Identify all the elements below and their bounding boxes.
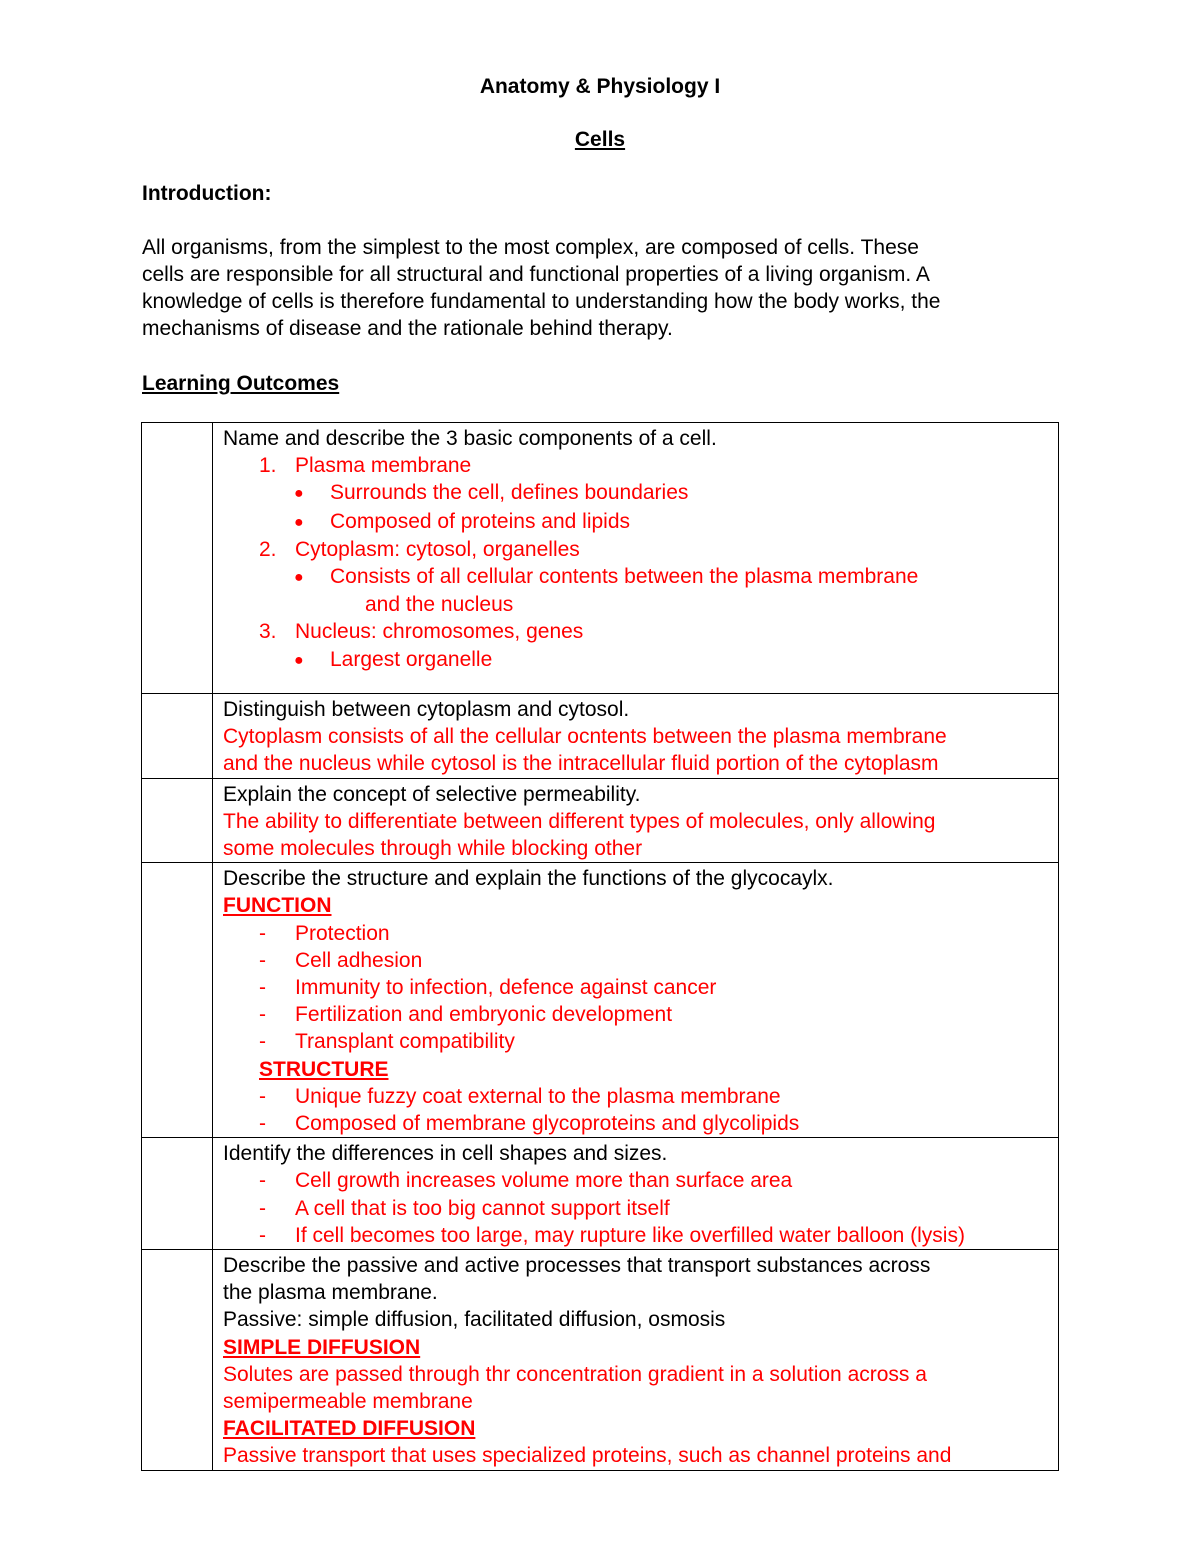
table-row [142, 863, 1059, 1138]
outcome-answer-line: Cytoplasm consists of all the cellular ocntents between the plasma membrane [223, 725, 947, 749]
outcome-cell [213, 423, 1059, 694]
list-item: - Cell adhesion [223, 947, 1052, 974]
list-item: - Unique fuzzy coat external to the plasma membrane [223, 1083, 1052, 1110]
bullet-icon: ● [294, 651, 304, 669]
list-item: - A cell that is too big cannot support itself [223, 1195, 1052, 1222]
intro-heading: Introduction: [142, 182, 272, 205]
bullet-icon: ● [294, 485, 304, 503]
list-item: ● Consists of all cellular contents between the plasma membrane [223, 563, 1052, 591]
checkbox-cell [142, 423, 213, 694]
dash-icon: - [259, 1169, 266, 1193]
intro-paragraph [142, 234, 1062, 342]
intro-line: mechanisms of disease and the rationale behind therapy. [142, 317, 673, 340]
dash-icon: - [259, 1196, 266, 1220]
learning-outcomes-table [141, 422, 1059, 1471]
outcome-prompt: Explain the concept of selective permeability. [223, 782, 641, 806]
list-item-continuation: and the nucleus [365, 593, 514, 617]
outcome-cell [213, 1138, 1059, 1250]
outcome-answer-line: some molecules through while blocking other [223, 837, 643, 861]
list-item: - Protection [223, 920, 1052, 947]
bullet-icon: ● [294, 513, 304, 531]
outcome-answer-line: The ability to differentiate between different types of molecules, only allowing [223, 809, 936, 833]
dash-icon: - [259, 1030, 266, 1054]
dash-icon: - [259, 1003, 266, 1027]
list-item: - Fertilization and embryonic development [223, 1001, 1052, 1028]
list-item: - Transplant compatibility [223, 1028, 1052, 1055]
intro-line: knowledge of cells is therefore fundamental to understanding how the body works, the [142, 290, 941, 313]
outcome-prompt: Distinguish between cytoplasm and cytosol. [223, 698, 630, 721]
simple-diffusion-heading: SIMPLE DIFFUSION [223, 1335, 421, 1359]
list-item: 3. Nucleus: chromosomes, genes [259, 620, 584, 644]
outcome-cell [213, 863, 1059, 1138]
learning-outcomes-heading: Learning Outcomes [142, 372, 340, 395]
list-item: ● Surrounds the cell, defines boundaries [223, 479, 1052, 507]
outcome-cell [213, 1250, 1059, 1471]
list-item: ● Composed of proteins and lipids [223, 508, 1052, 536]
dash-icon: - [259, 1112, 266, 1136]
list-item: ● Largest organelle [223, 646, 1052, 674]
checkbox-cell [142, 778, 213, 863]
list-item: 1. Plasma membrane [259, 454, 472, 478]
table-row [142, 423, 1059, 694]
table-row [142, 1250, 1059, 1471]
outcome-prompt: the plasma membrane. [223, 1281, 438, 1305]
list-item: - If cell becomes too large, may rupture like overfilled water balloon (lysis) [223, 1222, 1052, 1249]
list-item: - Cell growth increases volume more than surface area [223, 1167, 1052, 1194]
facilitated-diffusion-heading: FACILITATED DIFFUSION [223, 1417, 476, 1441]
checkbox-cell [142, 863, 213, 1138]
dash-icon: - [259, 948, 266, 972]
dash-icon: - [259, 1223, 266, 1247]
outcome-answer-line: Solutes are passed through thr concentration gradient in a solution across a [223, 1362, 927, 1386]
structure-heading: STRUCTURE [259, 1057, 389, 1081]
outcome-cell [213, 694, 1059, 779]
function-heading: FUNCTION [223, 894, 332, 918]
document-subtitle: Cells [574, 128, 626, 151]
table-row [142, 1138, 1059, 1250]
outcome-prompt: Describe the passive and active processes that transport substances across [223, 1254, 931, 1278]
list-item: 2. Cytoplasm: cytosol, organelles [259, 537, 580, 561]
intro-line: cells are responsible for all structural and functional properties of a living organism. A [142, 263, 930, 286]
outcome-answer-line: Passive transport that uses specialized proteins, such as channel proteins and [223, 1444, 952, 1468]
checkbox-cell [142, 694, 213, 779]
outcome-cell [213, 778, 1059, 863]
bullet-icon: ● [294, 569, 304, 587]
outcome-prompt: Name and describe the 3 basic components of a cell. [223, 427, 717, 450]
checkbox-cell [142, 1250, 213, 1471]
outcome-answer-line: semipermeable membrane [223, 1390, 473, 1414]
outcome-prompt: Identify the differences in cell shapes and sizes. [223, 1142, 668, 1166]
list-item: - Immunity to infection, defence against cancer [223, 974, 1052, 1001]
outcome-answer-line: and the nucleus while cytosol is the intracellular fluid portion of the cytoplasm [223, 752, 939, 776]
intro-line: All organisms, from the simplest to the most complex, are composed of cells. These [142, 236, 919, 259]
document-title: Anatomy & Physiology I [479, 75, 721, 98]
dash-icon: - [259, 1084, 266, 1108]
passive-processes-line: Passive: simple diffusion, facilitated diffusion, osmosis [223, 1308, 726, 1332]
dash-icon: - [259, 976, 266, 1000]
list-item: - Composed of membrane glycoproteins and glycolipids [223, 1110, 1052, 1137]
outcome-prompt: Describe the structure and explain the functions of the glycocaylx. [223, 867, 834, 891]
checkbox-cell [142, 1138, 213, 1250]
dash-icon: - [259, 921, 266, 945]
table-row [142, 778, 1059, 863]
table-row [142, 694, 1059, 779]
